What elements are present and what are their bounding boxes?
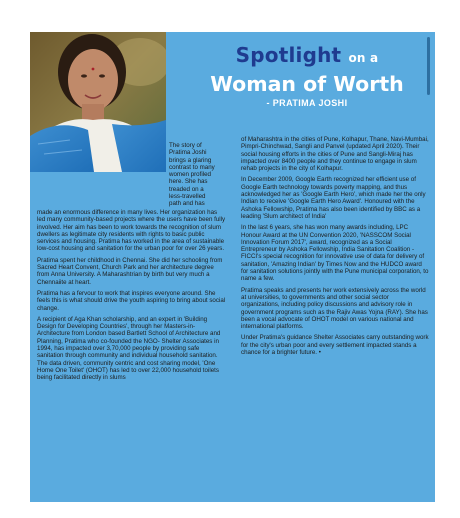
title-line-2: Woman of Worth [210,72,404,96]
right-paragraph-4: Pratima speaks and presents her work extensively across the world at universities, to governments and other social sector organizations, including policy discussions and advisory role in government programs such as the Rajiv Awas Yojna (RAY). She has been a vocal advocate of OHOT model on various national and international platforms. [241,286,428,331]
title-block [182,43,432,109]
intro-line: here. She has [169,178,208,186]
left-paragraph-3: Pratima has a fervour to work that inspires everyone around. She feels this is what should drive the youth aspiring to bring about social change. [37,289,226,312]
intro-line: brings a glaring [169,156,212,164]
intro-line: women profiled [169,171,211,179]
scrollbar-thumb[interactable] [427,37,430,95]
left-paragraph-1: made an enormous difference in many lives. Her organization has led many community-based projects where the users have been fully involved. Her aim has been to work towards the recognition of slum dwellers as legitimate city residents with rights to basic public services and housing. Pratima has worked in the area of sustainable low-cost housing and sanitation for the urban poor for over 26 years. [37,209,226,253]
article-panel [30,32,435,502]
title-on-a: on a [348,51,379,65]
right-paragraph-1: of Maharashtra in the cities of Pune, Kolhapur, Thane, Navi-Mumbai, Pimpri-Chinchwad, Sangli and Panvel (updated April 2020). Their social housing efforts in the cities of Pune and Sangli-Miraj has impacted over 8400 people and they continue to engage in slum rehab projects in the city of Kolhapur. [241,136,429,173]
intro-line: The story of [169,142,202,149]
right-paragraph-5: Under Pratima's guidance Shelter Associates carry outstanding work for the city's urban poor and every settlement impacted stands a chance for a brighter future. • [241,334,429,357]
intro-line: Pratima Joshi [169,149,207,157]
right-paragraph-2: In December 2009, Google Earth recognized her efficient use of Google Earth technology towards poverty mapping, and thus acknowledged her as 'Google Earth Hero', which made her the only Indian to receive 'Google Earth Hero Award'. Honoured with the Ashoka Fellowship, Pratima has also been identified by BBC as a leading 'Slum architect of India' [241,176,426,220]
title-spotlight: Spotlight [235,43,342,67]
intro-line: path and has [169,200,205,208]
intro-line: contrast to many [169,163,215,171]
right-column [241,136,429,356]
intro-line: treaded on a [169,185,204,193]
portrait-photo [30,32,166,172]
left-paragraph-4: A recipient of Aga Khan scholarship, and an expert in 'Building Design for Developing Countries', through her Masters-in-Architecture from London based Bartlett School of Architecture and Planning, Pratima who co-founded the NGO- Shelter Associates in 1994, has impacted over 3,70,000 people by providing safe sanitation through community and individual household sanitation. The data driven, community centric and cost sharing model, 'One Home One Toilet' (OHOT) has led to over 22,000 household toilets being facilitated directly in slums [37,315,221,382]
intro-line: less-travelled [169,193,206,201]
right-paragraph-3: In the last 6 years, she has won many awards including, LPC Honour Award at the UN Convention 2020, 'NASSCOM Social Innovation Forum 2017', award, recognized as a Social Entrepreneur by Ashoka Fellowship, India Sanitation Coalition - FICCI's special recognition for innovative use of data for delivery of sanitation, 'Amazing Indian' by Times Now and the HUDCO award for sanitation solutions jointly with the Pune municipal corporation, to name a few. [241,224,429,283]
portrait-illustration [30,32,166,172]
left-paragraph-2: Pratima spent her childhood in Chennai. She did her schooling from Sacred Heart Convent, Church Park and her architecture degree from Anna University. A Maharashtrian by birth but very much a Chennaiite at heart. [37,256,223,286]
intro-side-text [169,142,227,208]
left-column [37,209,227,382]
title-subtitle: - PRATIMA JOSHI [266,98,348,108]
title-line-1 [182,43,432,71]
